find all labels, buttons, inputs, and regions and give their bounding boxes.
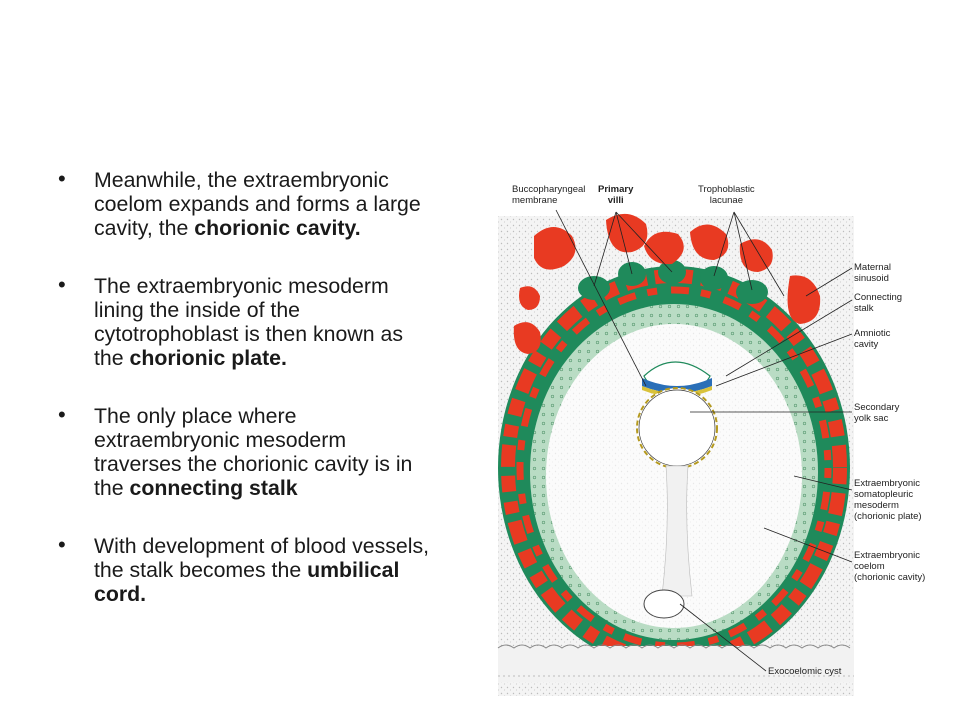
bullet-dot: • <box>58 272 66 297</box>
bullet-item <box>52 534 432 606</box>
bullet-item <box>52 168 432 240</box>
bullet-text: Meanwhile, the extraembryonic coelom expands and forms a large cavity, the <box>94 168 421 240</box>
label-primary-villi: Primary villi <box>598 184 634 206</box>
bullet-item <box>52 274 432 370</box>
bullet-bold-term: chorionic plate. <box>129 346 287 370</box>
label-secondary-yolk-sac: Secondary yolk sac <box>854 402 900 424</box>
embryo-diagram <box>494 176 944 706</box>
bullet-dot: • <box>58 532 66 557</box>
label-exocoelomic-cyst: Exocoelomic cyst <box>768 666 842 677</box>
bullet-text: The only place where extraembryonic mesoderm traverses the chorionic cavity is in the <box>94 404 413 500</box>
label-buccopharyngeal-membrane: Buccopharyngeal membrane <box>512 184 586 206</box>
label-trophoblastic-lacunae: Trophoblastic lacunae <box>698 184 755 206</box>
label-maternal-sinusoid: Maternal sinusoid <box>854 262 891 284</box>
label-connecting-stalk: Connecting stalk <box>854 292 903 314</box>
secondary-yolk-sac <box>637 388 717 468</box>
bullet-item <box>52 404 432 500</box>
exocoelomic-cyst-shape <box>644 590 684 618</box>
label-amniotic-cavity: Amniotic cavity <box>854 328 891 350</box>
bullet-dot: • <box>58 402 66 427</box>
bullet-dot: • <box>58 166 66 191</box>
embryo-illustration <box>494 176 944 706</box>
bullet-bold-term: chorionic cavity. <box>194 216 361 240</box>
bullet-bold-term: umbilical cord. <box>94 558 400 606</box>
bullet-list <box>52 168 432 640</box>
label-extraembryonic-coelom: Extraembryonic coelom (chorionic cavity) <box>854 550 926 583</box>
label-somatopleuric-mesoderm: Extraembryonic somatopleuric mesoderm (chorionic plate) <box>854 478 922 522</box>
bullet-text: With development of blood vessels, the stalk becomes the <box>94 534 430 582</box>
bullet-text: The extraembryonic mesoderm lining the inside of the cytotrophoblast is then known as the <box>94 274 403 370</box>
bullet-bold-term: connecting stalk <box>129 476 298 500</box>
